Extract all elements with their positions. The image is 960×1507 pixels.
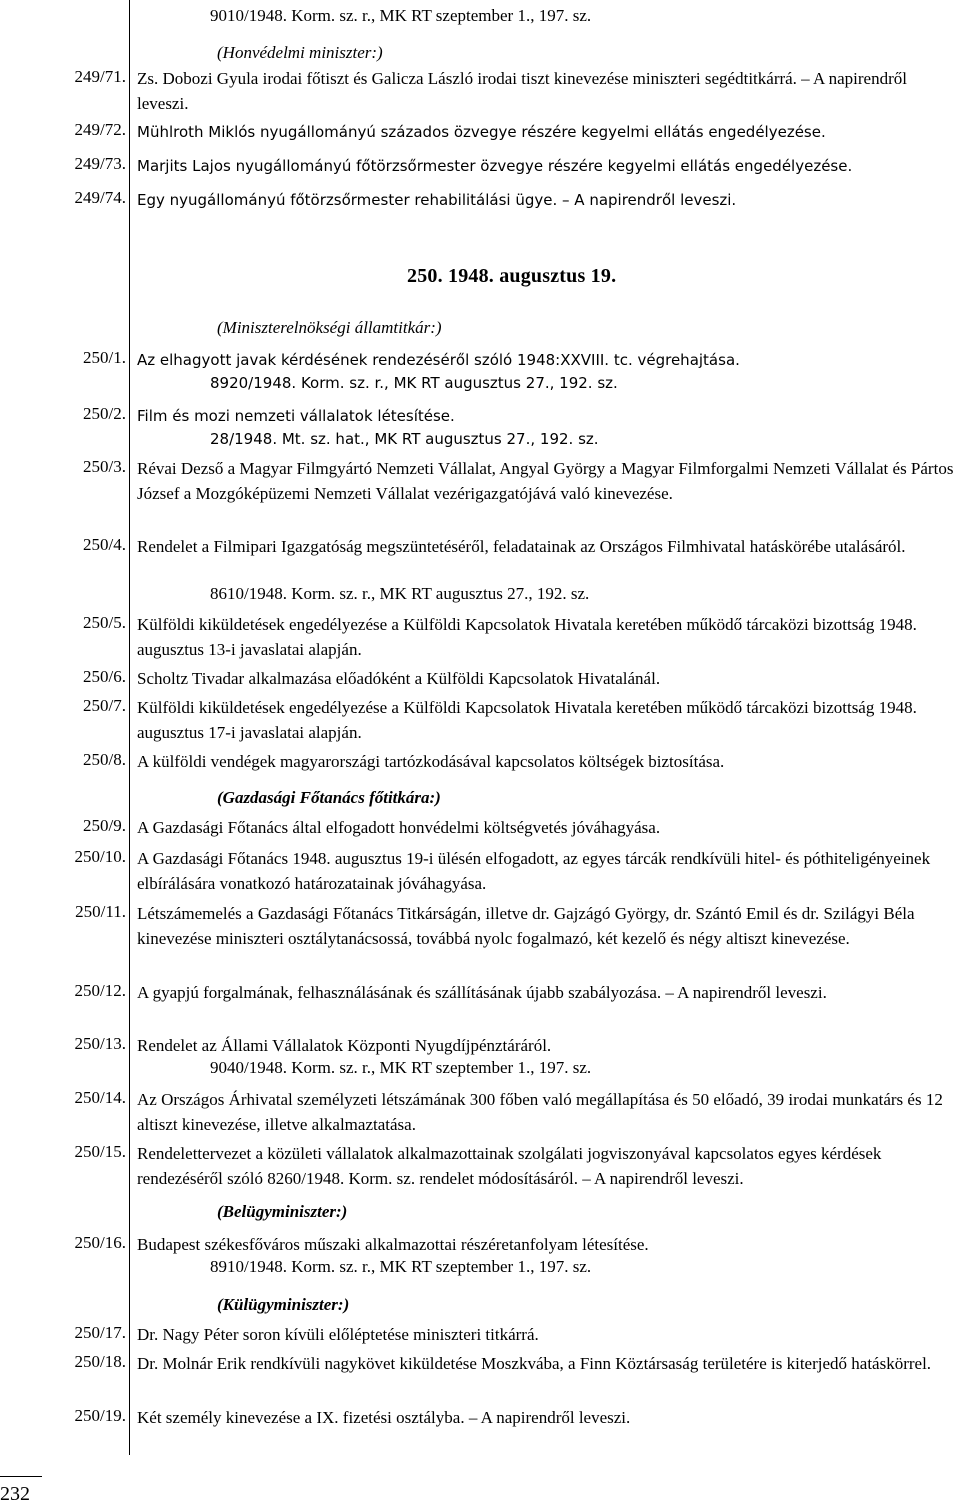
item-text: Dr. Nagy Péter soron kívüli előléptetése miniszteri titkárrá. [137, 1325, 539, 1344]
item-text: A gyapjú forgalmának, felhasználásának és szállításának újabb szabályozása. – A napirendről leveszi. [137, 983, 827, 1002]
item-number: 250/15. [74, 1142, 126, 1161]
section-heading-economic-council: (Gazdasági Főtanács főtitkára:) [217, 788, 441, 807]
item-text: Scholtz Tivadar alkalmazása előadóként a Külföldi Kapcsolatok Hivatalánál. [137, 669, 661, 688]
item-number: 250/4. [83, 535, 126, 554]
legal-reference: 8910/1948. Korm. sz. r., MK RT szeptember 1., 197. sz. [210, 1257, 592, 1276]
item-text: Marjits Lajos nyugállományú főtörzsőrmester özvegye részére kegyelmi ellátás engedélyezése. [137, 157, 853, 175]
item-text: Dr. Molnár Erik rendkívüli nagykövet kiküldetése Moszkvába, a Finn Köztársaság területére is kiterjedő hatáskörrel. [137, 1354, 932, 1373]
legal-reference: 9040/1948. Korm. sz. r., MK RT szeptember 1., 197. sz. [210, 1058, 592, 1077]
legal-reference: 9010/1948. Korm. sz. r., MK RT szeptember 1., 197. sz. [210, 6, 592, 25]
item-text: Létszámemelés a Gazdasági Főtanács Titkárságán, illetve dr. Gajzágó György, dr. Szántó Emil és dr. Szilágyi Béla kinevezése miniszteri osztálytanácsossá, továbbá nyolc fogalmazó, két kezelő és négy altiszt kinevezése. [137, 904, 915, 948]
item-text: A Gazdasági Főtanács által elfogadott honvédelmi költségvetés jóváhagyása. [137, 818, 661, 837]
item-number: 250/13. [74, 1034, 126, 1053]
page-number: 232 [0, 1483, 30, 1505]
item-number: 250/1. [83, 348, 126, 367]
item-number: 250/17. [74, 1323, 126, 1342]
item-number: 249/73. [74, 154, 126, 173]
item-number: 249/74. [74, 188, 126, 207]
section-heading-prime-minister: (Miniszterelnökségi államtitkár:) [217, 318, 442, 337]
item-text: Egy nyugállományú főtörzsőrmester rehabilitálási ügye. – A napirendről leveszi. [137, 191, 737, 209]
item-number: 249/71. [74, 67, 126, 86]
item-number: 250/12. [74, 981, 126, 1000]
item-number: 250/11. [75, 902, 126, 921]
meeting-title: 250. 1948. augusztus 19. [407, 265, 617, 287]
item-text: A külföldi vendégek magyarországi tartózkodásával kapcsolatos költségek biztosítása. [137, 752, 725, 771]
item-text: Külföldi kiküldetések engedélyezése a Külföldi Kapcsolatok Hivatala keretében működő tárcaközi bizottság 1948. augusztus 13-i javaslatai alapján. [137, 615, 917, 659]
item-text: Rendelet a Filmipari Igazgatóság megszüntetéséről, feladatainak az Országos Filmhivatal hatáskörébe utalásáról. [137, 537, 906, 556]
item-text: Zs. Dobozi Gyula irodai főtiszt és Galicza László irodai tiszt kinevezése miniszteri segédtitkárrá. – A napirendről leveszi. [137, 69, 907, 113]
item-text: Rendelet az Állami Vállalatok Központi Nyugdíjpénztáráról. [137, 1036, 552, 1055]
item-text: Mühlroth Miklós nyugállományú százados özvegye részére kegyelmi ellátás engedélyezése. [137, 123, 826, 141]
margin-rule [129, 0, 130, 1455]
item-number: 250/3. [83, 457, 126, 476]
item-number: 250/7. [83, 696, 126, 715]
item-number: 250/8. [83, 750, 126, 769]
page-number-rule [0, 1476, 42, 1477]
item-number: 250/16. [74, 1233, 126, 1252]
item-number: 250/18. [74, 1352, 126, 1371]
legal-reference: 8920/1948. Korm. sz. r., MK RT augusztus 27., 192. sz. [210, 374, 618, 392]
item-text: Révai Dezső a Magyar Filmgyártó Nemzeti Vállalat, Angyal György a Magyar Filmforgalmi Nemzeti Vállalat és Pártos József a Mozgóképüzemi Nemzeti Vállalat vezérigazgatójává való kinevezése. [137, 459, 954, 503]
item-number: 250/19. [74, 1406, 126, 1425]
item-text: Az Országos Árhivatal személyzeti létszámának 300 főben való megállapítása és 50 előadó, 39 irodai munkatárs és 12 altiszt kinevezése, illetve alkalmaztatása. [137, 1090, 943, 1134]
legal-reference: 28/1948. Mt. sz. hat., MK RT augusztus 27., 192. sz. [210, 430, 599, 448]
item-text: Külföldi kiküldetések engedélyezése a Külföldi Kapcsolatok Hivatala keretében működő tárcaközi bizottság 1948. augusztus 17-i javaslatai alapján. [137, 698, 917, 742]
item-number: 250/14. [74, 1088, 126, 1107]
section-heading-foreign-affairs: (Külügyminiszter:) [217, 1295, 350, 1314]
section-heading-interior: (Belügyminiszter:) [217, 1202, 348, 1221]
item-number: 250/10. [74, 847, 126, 866]
item-number: 250/9. [83, 816, 126, 835]
item-text: Az elhagyott javak kérdésének rendezéséről szóló 1948:XXVIII. tc. végrehajtása. [137, 351, 740, 369]
item-text: Rendelettervezet a közületi vállalatok alkalmazottainak szolgálati jogviszonyával kapcsolatos egyes kérdések rendezéséről szóló 8260/1948. Korm. sz. rendelet módosításáról. – A napirendről leveszi. [137, 1144, 882, 1188]
legal-reference: 8610/1948. Korm. sz. r., MK RT augusztus 27., 192. sz. [210, 584, 590, 603]
item-text: A Gazdasági Főtanács 1948. augusztus 19-i ülésén elfogadott, az egyes tárcák rendkívüli hitel- és póthiteligényeinek elbírálására vonatkozó határozatainak jóváhagyása. [137, 849, 931, 893]
item-text: Budapest székesfőváros műszaki alkalmazottai részéretanfolyam létesítése. [137, 1235, 649, 1254]
item-number: 250/6. [83, 667, 126, 686]
item-number: 250/5. [83, 613, 126, 632]
item-text: Két személy kinevezése a IX. fizetési osztályba. – A napirendről leveszi. [137, 1408, 631, 1427]
item-number: 249/72. [74, 120, 126, 139]
section-heading-defense: (Honvédelmi miniszter:) [217, 43, 383, 62]
item-text: Film és mozi nemzeti vállalatok létesítése. [137, 407, 455, 425]
item-number: 250/2. [83, 404, 126, 423]
